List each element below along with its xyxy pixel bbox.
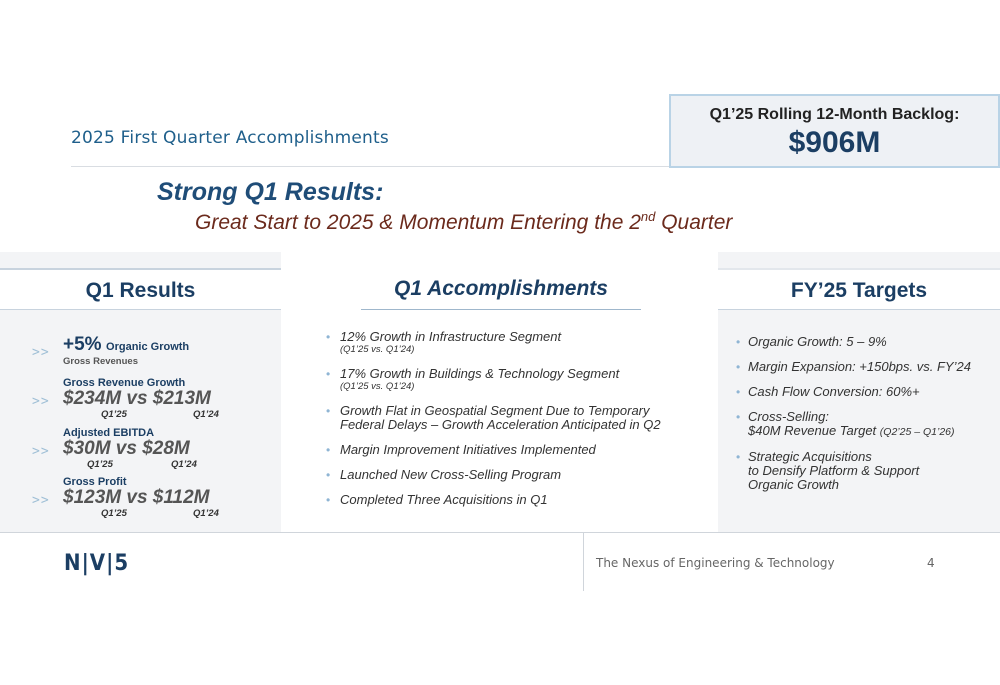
- accomplishments-heading: Q1 Accomplishments: [361, 268, 641, 310]
- list-item: [736, 335, 998, 349]
- item-note: (Q1’25 vs. Q1’24): [340, 381, 415, 392]
- gross-profit-value: $123M vs $112M: [63, 487, 210, 508]
- period-current: Q1’25: [101, 409, 127, 420]
- period-prior: Q1’24: [193, 409, 219, 420]
- bullet-icon: •: [736, 385, 741, 399]
- subheadline-main: Great Start to 2025 & Momentum Entering the 2: [195, 211, 641, 234]
- list-item: [736, 360, 998, 374]
- adjusted-ebitda-value: $30M vs $28M: [63, 438, 190, 459]
- period-current: Q1’25: [101, 508, 127, 519]
- targets-list: [736, 335, 998, 503]
- item-text: Strategic Acquisitions: [748, 449, 872, 464]
- item-text-line2: to Densify Platform & Support: [748, 463, 920, 478]
- period-prior: Q1’24: [193, 508, 219, 519]
- item-text: Growth Flat in Geospatial Segment Due to Temporary: [340, 403, 650, 418]
- bullet-icon: •: [326, 493, 331, 507]
- organic-growth-value: +5%: [63, 334, 102, 355]
- organic-growth-label: Organic Growth: [106, 341, 190, 353]
- list-item: [326, 330, 706, 356]
- chevron-right-icon: >>: [32, 345, 50, 360]
- gross-revenue-item: [63, 377, 278, 420]
- bullet-icon: •: [736, 335, 741, 349]
- bullet-icon: •: [736, 360, 741, 374]
- item-text: Launched New Cross-Selling Program: [340, 467, 562, 482]
- item-text-line3: Organic Growth: [748, 477, 840, 492]
- item-text-line2: Federal Delays – Growth Acceleration Anticipated in Q2: [340, 417, 661, 432]
- bullet-icon: •: [326, 468, 331, 482]
- item-text: Organic Growth: 5 – 9%: [748, 334, 887, 349]
- period-current: Q1’25: [87, 459, 113, 470]
- gross-revenue-value: $234M vs $213M: [63, 388, 211, 409]
- section-title: 2025 First Quarter Accomplishments: [71, 128, 389, 148]
- list-item: [326, 367, 706, 393]
- footer-tagline: The Nexus of Engineering & Technology: [596, 556, 835, 570]
- q1-results-panel: [0, 252, 281, 532]
- item-note: (Q1’25 vs. Q1’24): [340, 344, 415, 355]
- item-text: Cross-Selling:: [748, 409, 829, 424]
- q1-results-heading: Q1 Results: [0, 268, 281, 310]
- item-text: Margin Expansion: +150bps. vs. FY’24: [748, 359, 971, 374]
- item-text: Cash Flow Conversion: 60%+: [748, 384, 920, 399]
- footer-divider: [0, 532, 1000, 533]
- item-text: 17% Growth in Buildings & Technology Segment: [340, 366, 620, 381]
- accomplishments-panel: [281, 252, 718, 532]
- subheadline-sup: nd: [640, 209, 656, 224]
- adjusted-ebitda-item: [63, 427, 278, 470]
- footer-vertical-divider: [583, 533, 584, 591]
- list-item: [326, 468, 706, 482]
- chevron-right-icon: >>: [32, 493, 50, 508]
- bullet-icon: •: [326, 330, 331, 344]
- item-text: 12% Growth in Infrastructure Segment: [340, 329, 562, 344]
- list-item: [736, 450, 998, 492]
- backlog-value: $906M: [788, 126, 881, 159]
- bullet-icon: •: [326, 367, 331, 381]
- period-prior: Q1’24: [171, 459, 197, 470]
- targets-heading: FY’25 Targets: [718, 268, 1000, 310]
- list-item: [326, 443, 706, 457]
- headline: Strong Q1 Results:: [157, 178, 384, 206]
- organic-growth-item: [63, 334, 278, 367]
- targets-panel: [718, 252, 1000, 532]
- backlog-label: Q1’25 Rolling 12-Month Backlog:: [709, 106, 960, 123]
- adjusted-ebitda-label: Adjusted EBITDA: [63, 427, 155, 439]
- accomplishments-list: [326, 330, 706, 518]
- item-text-line2: $40M Revenue Target: [748, 423, 877, 438]
- list-item: [736, 410, 998, 439]
- bullet-icon: •: [326, 404, 331, 418]
- subheadline: [195, 209, 732, 235]
- subheadline-end: Quarter: [655, 211, 733, 234]
- backlog-callout: [669, 94, 1000, 168]
- gross-profit-item: [63, 476, 278, 519]
- chevron-right-icon: >>: [32, 444, 50, 459]
- chevron-right-icon: >>: [32, 394, 50, 409]
- list-item: [736, 385, 998, 399]
- list-item: [326, 493, 706, 507]
- item-text: Margin Improvement Initiatives Implemented: [340, 442, 596, 457]
- organic-growth-sublabel: Gross Revenues: [63, 356, 138, 367]
- bullet-icon: •: [736, 450, 741, 464]
- bullet-icon: •: [736, 410, 741, 424]
- list-item: [326, 404, 706, 432]
- item-text: Completed Three Acquisitions in Q1: [340, 492, 548, 507]
- title-divider: [71, 166, 671, 167]
- item-note: (Q2’25 – Q1’26): [879, 426, 955, 438]
- gross-revenue-label: Gross Revenue Growth: [63, 377, 186, 389]
- gross-profit-label: Gross Profit: [63, 476, 127, 488]
- page-number: 4: [927, 556, 935, 570]
- nv5-logo: N|V|5: [64, 551, 130, 576]
- bullet-icon: •: [326, 443, 331, 457]
